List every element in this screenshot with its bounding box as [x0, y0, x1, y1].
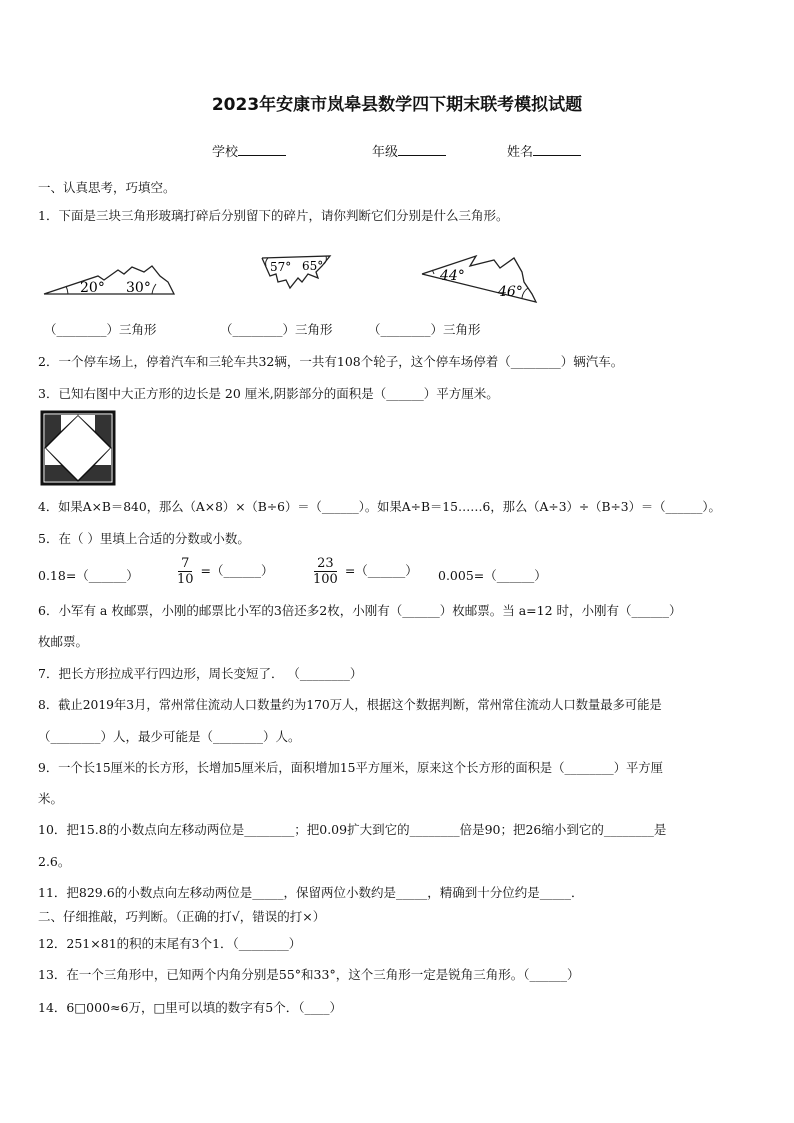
tri1-angle-a: 20° — [80, 280, 105, 296]
triangle-fragment-3 — [418, 252, 540, 304]
triangle-fragment-2 — [258, 252, 334, 292]
q5-c-rest: =（______） — [344, 563, 418, 578]
question-8-line-1: 8．截止2019年3月，常州常住流动人口数量约为170万人，根据这个数据判断，常州常住流动人口数量最多可能是 — [38, 698, 662, 712]
q1-answer-1[interactable]: （________）三角形 — [44, 322, 157, 337]
question-11: 11．把829.6的小数点向左移动两位是_____，保留两位小数约是_____，精确到十分位约是_____． — [38, 885, 584, 900]
grade-label: 年级 — [372, 145, 399, 160]
question-14: 14．6□000≈6万，□里可以填的数字有5个．（____） — [38, 1000, 342, 1015]
name-blank[interactable] — [533, 143, 581, 156]
q5-b-numerator: 7 — [178, 556, 192, 572]
q5-item-a[interactable]: 0.18=（______） — [38, 568, 139, 583]
grade-blank[interactable] — [398, 143, 446, 156]
question-6-line-2: 枚邮票。 — [38, 634, 89, 649]
tri3-angle-a: 44° — [440, 268, 465, 284]
q5-item-b[interactable] — [170, 556, 274, 587]
shaded-square-figure — [40, 410, 116, 486]
q1-answer-2[interactable]: （________）三角形 — [220, 322, 333, 337]
school-label: 学校 — [212, 145, 239, 160]
grade-field — [372, 141, 446, 160]
question-9-line-1: 9．一个长15厘米的长方形，长增加5厘米后，面积增加15平方厘米，原来这个长方形的面积是（________）平方厘 — [38, 761, 663, 775]
question-10-line-1: 10．把15.8的小数点向左移动两位是________；把0.09扩大到它的________倍是90；把26缩小到它的________是 — [38, 822, 667, 837]
question-6-line-1: 6．小军有 a 枚邮票，小刚的邮票比小军的3倍还多2枚，小刚有（______）枚邮票。当 a=12 时，小刚有（______） — [38, 603, 682, 618]
school-field — [212, 141, 286, 160]
section-1-heading: 一、认真思考，巧填空。 — [38, 180, 176, 195]
question-10-line-2: 2.6。 — [38, 854, 71, 869]
question-8-line-2: （________）人，最少可能是（________）人。 — [38, 729, 301, 744]
q5-c-numerator: 23 — [314, 556, 337, 572]
tri2-angle-b: 65° — [302, 259, 324, 273]
name-label: 姓名 — [507, 145, 534, 160]
tri2-angle-a: 57° — [270, 260, 292, 274]
q5-b-rest: =（______） — [200, 563, 274, 578]
triangle-fragment-1 — [40, 262, 178, 300]
q5-c-denominator: 100 — [313, 572, 338, 587]
q5-item-d[interactable]: 0.005=（______） — [438, 568, 547, 583]
question-4: 4．如果A×B＝840，那么（A×8）×（B÷6）＝（______）。如果A÷B＝15……6，那么（A÷3）÷（B÷3）＝（______）。 — [38, 500, 721, 514]
question-2: 2．一个停车场上，停着汽车和三轮车共32辆，一共有108个轮子，这个停车场停着（________）辆汽车。 — [38, 354, 624, 369]
page-title: 2023年安康市岚皋县数学四下期末联考模拟试题 — [211, 95, 583, 115]
question-5: 5．在（ ）里填上合适的分数或小数。 — [38, 531, 250, 546]
q5-item-c[interactable] — [306, 556, 418, 587]
section-2-heading: 二、仔细推敲，巧判断。（正确的打√，错误的打×） — [38, 909, 326, 924]
question-12: 12．251×81的积的末尾有3个1．（________） — [38, 936, 302, 951]
question-1: 1．下面是三块三角形玻璃打碎后分别留下的碎片，请你判断它们分别是什么三角形。 — [38, 208, 509, 223]
question-9-line-2: 米。 — [38, 791, 64, 806]
q5-b-denominator: 10 — [177, 572, 194, 587]
question-3: 3．已知右图中大正方形的边长是 20 厘米,阴影部分的面积是（______）平方厘米。 — [38, 386, 499, 401]
school-blank[interactable] — [238, 143, 286, 156]
tri1-angle-b: 30° — [126, 280, 151, 296]
question-13: 13．在一个三角形中，已知两个内角分别是55°和33°，这个三角形一定是锐角三角形。（______） — [38, 967, 580, 982]
name-field — [507, 141, 581, 160]
question-7: 7．把长方形拉成平行四边形，周长变短了． （________） — [38, 666, 363, 681]
tri3-angle-b: 46° — [498, 284, 523, 300]
question-5-items — [38, 556, 764, 594]
q1-answer-3[interactable]: （________）三角形 — [368, 322, 481, 337]
